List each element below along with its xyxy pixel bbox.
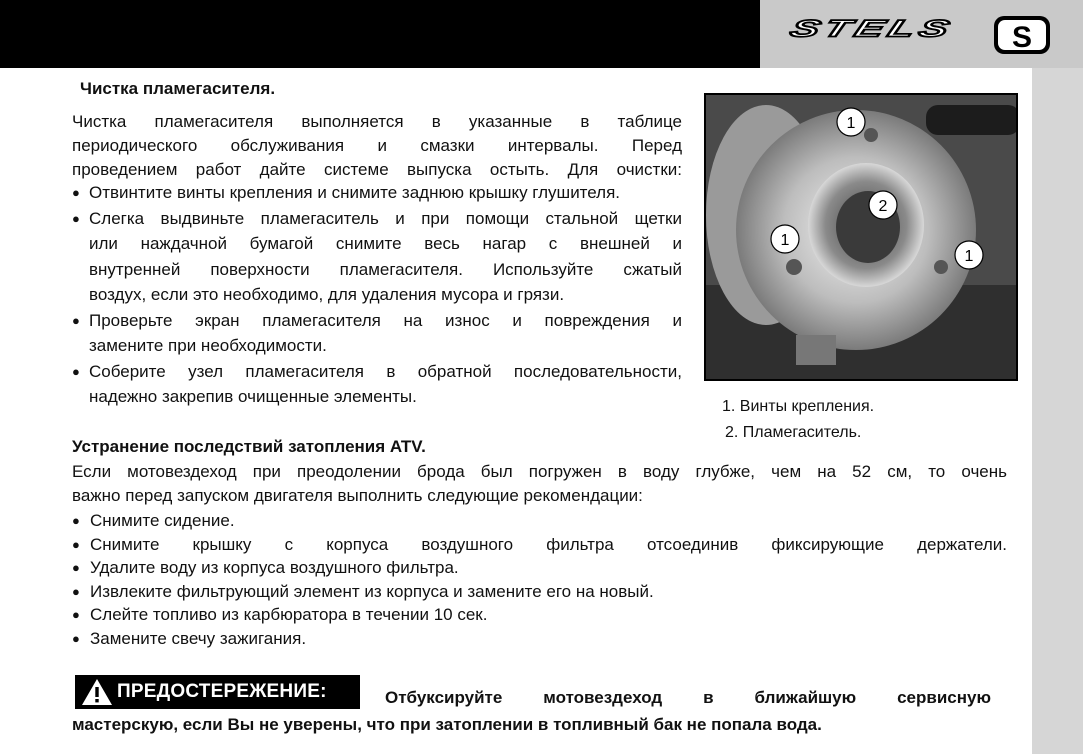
section2-bullets bbox=[72, 509, 1007, 650]
callout-1-left: 1 bbox=[780, 232, 790, 249]
section2-intro bbox=[72, 460, 1007, 508]
intro-line: Чистка пламегасителя выполняется в указанные в таблице bbox=[72, 112, 682, 131]
bullet-item-continuation bbox=[72, 283, 682, 307]
callout-1-right: 1 bbox=[964, 248, 974, 265]
bullet-text: надежно закрепив очищенные элементы. bbox=[89, 387, 417, 406]
intro-line: проведением работ дайте системе выпуска остыть. Для очистки: bbox=[72, 160, 682, 179]
bullet-text: Соберите узел пламегасителя в обратной последовательности, bbox=[89, 361, 682, 381]
bullet-item-continuation bbox=[72, 334, 682, 358]
header-bar bbox=[0, 0, 760, 68]
section-title-flame-arrester: Чистка пламегасителя. bbox=[80, 79, 276, 98]
callout-2: 2 bbox=[878, 198, 888, 215]
section-title-flooding: Устранение последствий затопления ATV. bbox=[72, 437, 426, 456]
bullet-text: воздух, если это необходимо, для удаления мусора и грязи. bbox=[89, 285, 565, 304]
list-item: ● Снимите сидение. bbox=[72, 509, 1007, 533]
intro-line: Если мотовездеход при преодолении брода был погружен в воду глубже, чем на 52 см, то очень bbox=[72, 462, 1007, 481]
list-item: ● Удалите воду из корпуса воздушного фильтра. bbox=[72, 556, 1007, 580]
intro-line: важно перед запуском двигателя выполнить следующие рекомендации: bbox=[72, 486, 643, 505]
bullet-item-continuation bbox=[72, 258, 682, 282]
warning-text-line2: мастерскую, если Вы не уверены, что при затоплении в топливный бак не попала вода. bbox=[72, 715, 822, 734]
logo-letter: S bbox=[1011, 21, 1033, 54]
caption-screws: 1. Винты крепления. bbox=[722, 398, 875, 415]
bullet-text: Слегка выдвиньте пламегаситель и при помощи стальной щетки bbox=[89, 208, 682, 228]
bullet-item bbox=[72, 181, 682, 205]
bullet-item bbox=[72, 207, 682, 231]
warning-label: ПРЕДОСТЕРЕЖЕНИЕ: bbox=[117, 681, 327, 702]
warning-triangle-icon bbox=[81, 678, 113, 706]
bullet-icon: ● bbox=[72, 312, 80, 328]
bullet-item bbox=[72, 309, 682, 333]
bullet-item-continuation bbox=[72, 385, 682, 409]
list-item: ● Замените свечу зажигания. bbox=[72, 627, 1007, 651]
caption-flame-arrester: 2. Пламегаситель. bbox=[725, 424, 862, 441]
bullet-icon: ● bbox=[72, 363, 80, 379]
side-strip bbox=[1032, 68, 1083, 754]
bullet-item bbox=[72, 360, 682, 384]
intro-line: периодического обслуживания и смазки интервалы. Перед bbox=[72, 136, 682, 155]
bullet-item-continuation bbox=[72, 232, 682, 256]
bullet-icon: ● bbox=[72, 185, 80, 200]
bullet-text: или наждачной бумагой снимите весь нагар с внешней и bbox=[89, 234, 682, 253]
callout-1-top: 1 bbox=[846, 115, 856, 132]
warning-badge bbox=[75, 675, 360, 709]
list-item: ● Слейте топливо из карбюратора в течении 10 сек. bbox=[72, 603, 1007, 627]
bullet-icon: ● bbox=[72, 210, 80, 226]
logo-wordmark: STELS bbox=[786, 15, 958, 42]
muffler-photo bbox=[704, 93, 1018, 381]
section1-intro bbox=[72, 110, 682, 182]
list-item: ● Снимите крышку с корпуса воздушного фильтра отсоединив фиксирующие держатели. bbox=[72, 533, 1007, 557]
warning-text-line1: Отбуксируйте мотовездеход в ближайшую сервисную bbox=[385, 688, 991, 707]
list-item: ● Извлеките фильтрующий элемент из корпуса и замените его на новый. bbox=[72, 580, 1007, 604]
bullet-text: внутренней поверхности пламегасителя. Используйте сжатый bbox=[89, 259, 682, 279]
bullet-text: Отвинтите винты крепления и снимите заднюю крышку глушителя. bbox=[89, 183, 621, 202]
bullet-text: замените при необходимости. bbox=[89, 336, 327, 355]
stels-logo bbox=[782, 14, 1054, 61]
bullet-text: Проверьте экран пламегасителя на износ и повреждения и bbox=[89, 310, 682, 330]
